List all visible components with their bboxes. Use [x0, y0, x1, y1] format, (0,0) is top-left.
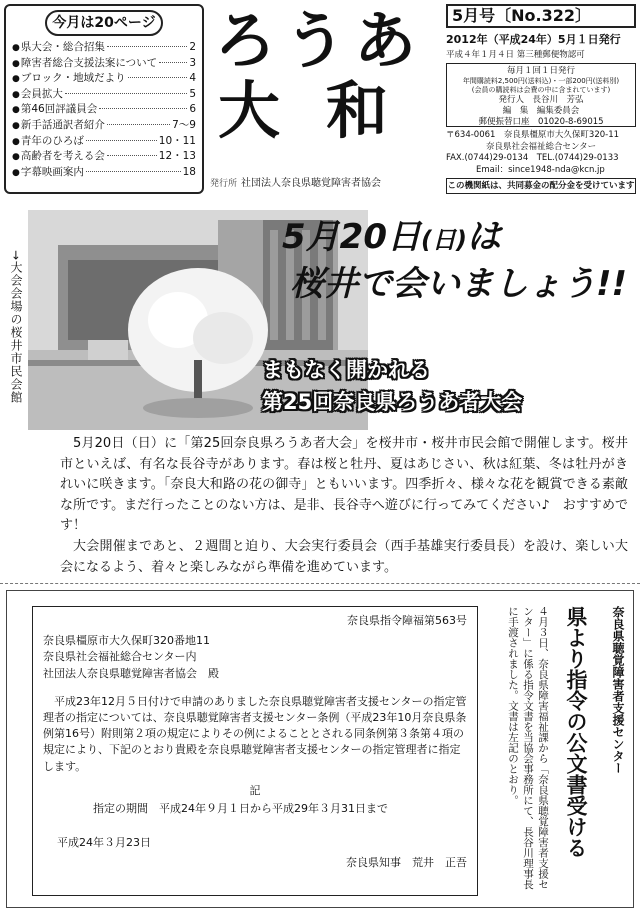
bullet-icon: ●: [12, 58, 20, 69]
editor-1: 発行人 長谷川 芳弘: [498, 95, 584, 105]
address-1: 奈良県橿原市大久保町320番地11: [43, 634, 210, 648]
toc-item[interactable]: ● 県大会・総合招集 2: [12, 40, 196, 56]
toc-item[interactable]: ● 青年のひろば 10・11: [12, 134, 196, 150]
bullet-icon: ●: [12, 89, 20, 100]
funding-note: この機関紙は、共同募金の配分金を受けています: [446, 178, 636, 194]
postal-account: 郵便振替口座 01020-8-69015: [478, 117, 604, 127]
publisher-name: 社団法人奈良県聴覚障害者協会: [241, 178, 382, 189]
side-article-kicker: 奈良県聴覚障害者支援センター: [611, 606, 625, 774]
section-divider: [0, 583, 640, 584]
postal-permit: 平成４年１月４日 第三種郵便物認可: [446, 50, 585, 60]
newspaper-title: [214, 4, 440, 147]
headline-line-2: 桜井で会いましょう!!: [290, 264, 628, 304]
publisher: [210, 174, 442, 189]
toc-item[interactable]: ● 第46回評議員会 6: [12, 102, 196, 118]
official-notice: [32, 606, 478, 896]
address-line-2: 奈良県社会福祉総合センター: [486, 141, 597, 152]
bullet-icon: ●: [12, 136, 20, 147]
notice-ki: 記: [249, 783, 261, 797]
article-paragraph-1: 5月20日（日）に「第25回奈良県ろうあ者大会」を桜井市・桜井市民会館で開催します。桜井市といえば、有名な長谷寺があります。春は桜と牡丹、夏はあじさい、秋は紅葉、冬は牡丹がきれいに咲きます。「奈良大和路の花の御寺」ともいいます。四季折々、様々な花を観賞できる素敵な所です。まだ行ったことのない方は、是非、長谷寺へ遊びに行ってみてください♪ おすすめです！: [60, 436, 628, 534]
toc-item[interactable]: ● 高齢者を考える会 12・13: [12, 149, 196, 165]
masthead: [210, 4, 442, 194]
side-article-body: ４月３日、奈良県障害福祉課から「奈良県聴覚障害者支援センター」に係る指令文書を当協会事務所にて、長谷川理事長に手渡されました。文書は左記のとおり。: [507, 606, 549, 890]
email[interactable]: Email：since1948-nda@kcn.jp: [476, 164, 605, 175]
title-line-1: ろうあ: [214, 4, 425, 77]
address-3: 社団法人奈良県聴覚障害者協会 殿: [43, 666, 219, 680]
notice-date: 平成24年３月23日: [57, 836, 151, 850]
headline-wa: は: [466, 217, 501, 257]
editor-2: 編 集 編集委員会: [502, 106, 580, 116]
fax-tel: FAX.(0744)29-0134 TEL.(0744)29-0133: [446, 153, 619, 163]
article-body: [60, 434, 628, 578]
title-line-2: 大和: [218, 74, 435, 147]
bullet-icon: ●: [12, 43, 20, 53]
subscription-box: [446, 63, 636, 127]
fee-line-2: (会員の購読料は会費の中に含まれています): [471, 86, 611, 94]
bullet-icon: ●: [12, 74, 20, 85]
headline: [282, 215, 634, 306]
headline-date: 5月20日: [282, 217, 421, 257]
bullet-icon: ●: [12, 120, 20, 131]
notice-body: 平成23年12月５日付けで申請のありました奈良県聴覚障害者支援センターの指定管理者の指定については、奈良県聴覚障害者支援センター条例（平成23年10月奈良県条例第16号）附則第２項の規定によりその例によることとされる同条例第３条第４項の規定により、下記のとおり貴殿を奈良県聴覚障害者支援センターの指定管理者に指定します。: [43, 694, 467, 773]
toc-item[interactable]: ● 障害者総合支援法案について 3: [12, 56, 196, 72]
photo-caption: →大会会場の桜井市民会館: [9, 250, 23, 405]
toc-item[interactable]: ● 新手話通訳者紹介 7～9: [12, 118, 196, 134]
notice-signer: 奈良県知事 荒井 正吾: [346, 856, 467, 870]
toc-item[interactable]: ● 会員拡大 5: [12, 87, 196, 103]
article-paragraph-2: 大会開催まであと、２週間と迫り、大会実行委員会（西手基雄実行委員長）を設け、楽しい大会になるよう、着々と楽しみながら準備を進めています。: [60, 538, 628, 575]
subhead-line-1: まもなく開かれる: [262, 358, 430, 382]
contact-info: [446, 130, 636, 176]
toc-list: [12, 40, 196, 180]
recipient-address: [43, 633, 467, 682]
address-line-1: 〒634-0061 奈良県橿原市大久保町320-11: [446, 130, 620, 140]
side-article-title: 県より指令の公文書受ける: [564, 606, 588, 858]
bullet-icon: ●: [12, 105, 20, 116]
issue-info: [446, 4, 636, 194]
designation-period: 指定の期間 平成24年９月１日から平成29年３月31日まで: [93, 802, 388, 816]
headline-day: (日): [420, 226, 467, 254]
toc-item[interactable]: ● 字幕映画案内 18: [12, 165, 196, 181]
page-count-badge: 今月は20ページ: [45, 10, 163, 36]
publisher-label: 発行所: [210, 179, 238, 189]
document-number: 奈良県指令障福第563号: [347, 614, 467, 627]
subheadline: [262, 354, 636, 418]
subhead-line-2: 第25回奈良県ろうあ者大会: [262, 390, 523, 414]
headline-line-1: [282, 215, 634, 262]
bullet-icon: ●: [12, 167, 20, 178]
table-of-contents: [4, 4, 204, 194]
address-2: 奈良県社会福祉総合センター内: [43, 650, 197, 664]
fee-line-1: 年間購読料2,500円(送料込)・一部200円(送料別): [462, 77, 620, 85]
frequency: 毎月１回１日発行: [506, 66, 575, 76]
issue-number: 5月号〔No.322〕: [446, 4, 636, 28]
issue-date: 2012年（平成24年）5月１日発行: [446, 33, 621, 46]
toc-item[interactable]: ● ブロック・地域だより 4: [12, 71, 196, 87]
bullet-icon: ●: [12, 152, 20, 163]
